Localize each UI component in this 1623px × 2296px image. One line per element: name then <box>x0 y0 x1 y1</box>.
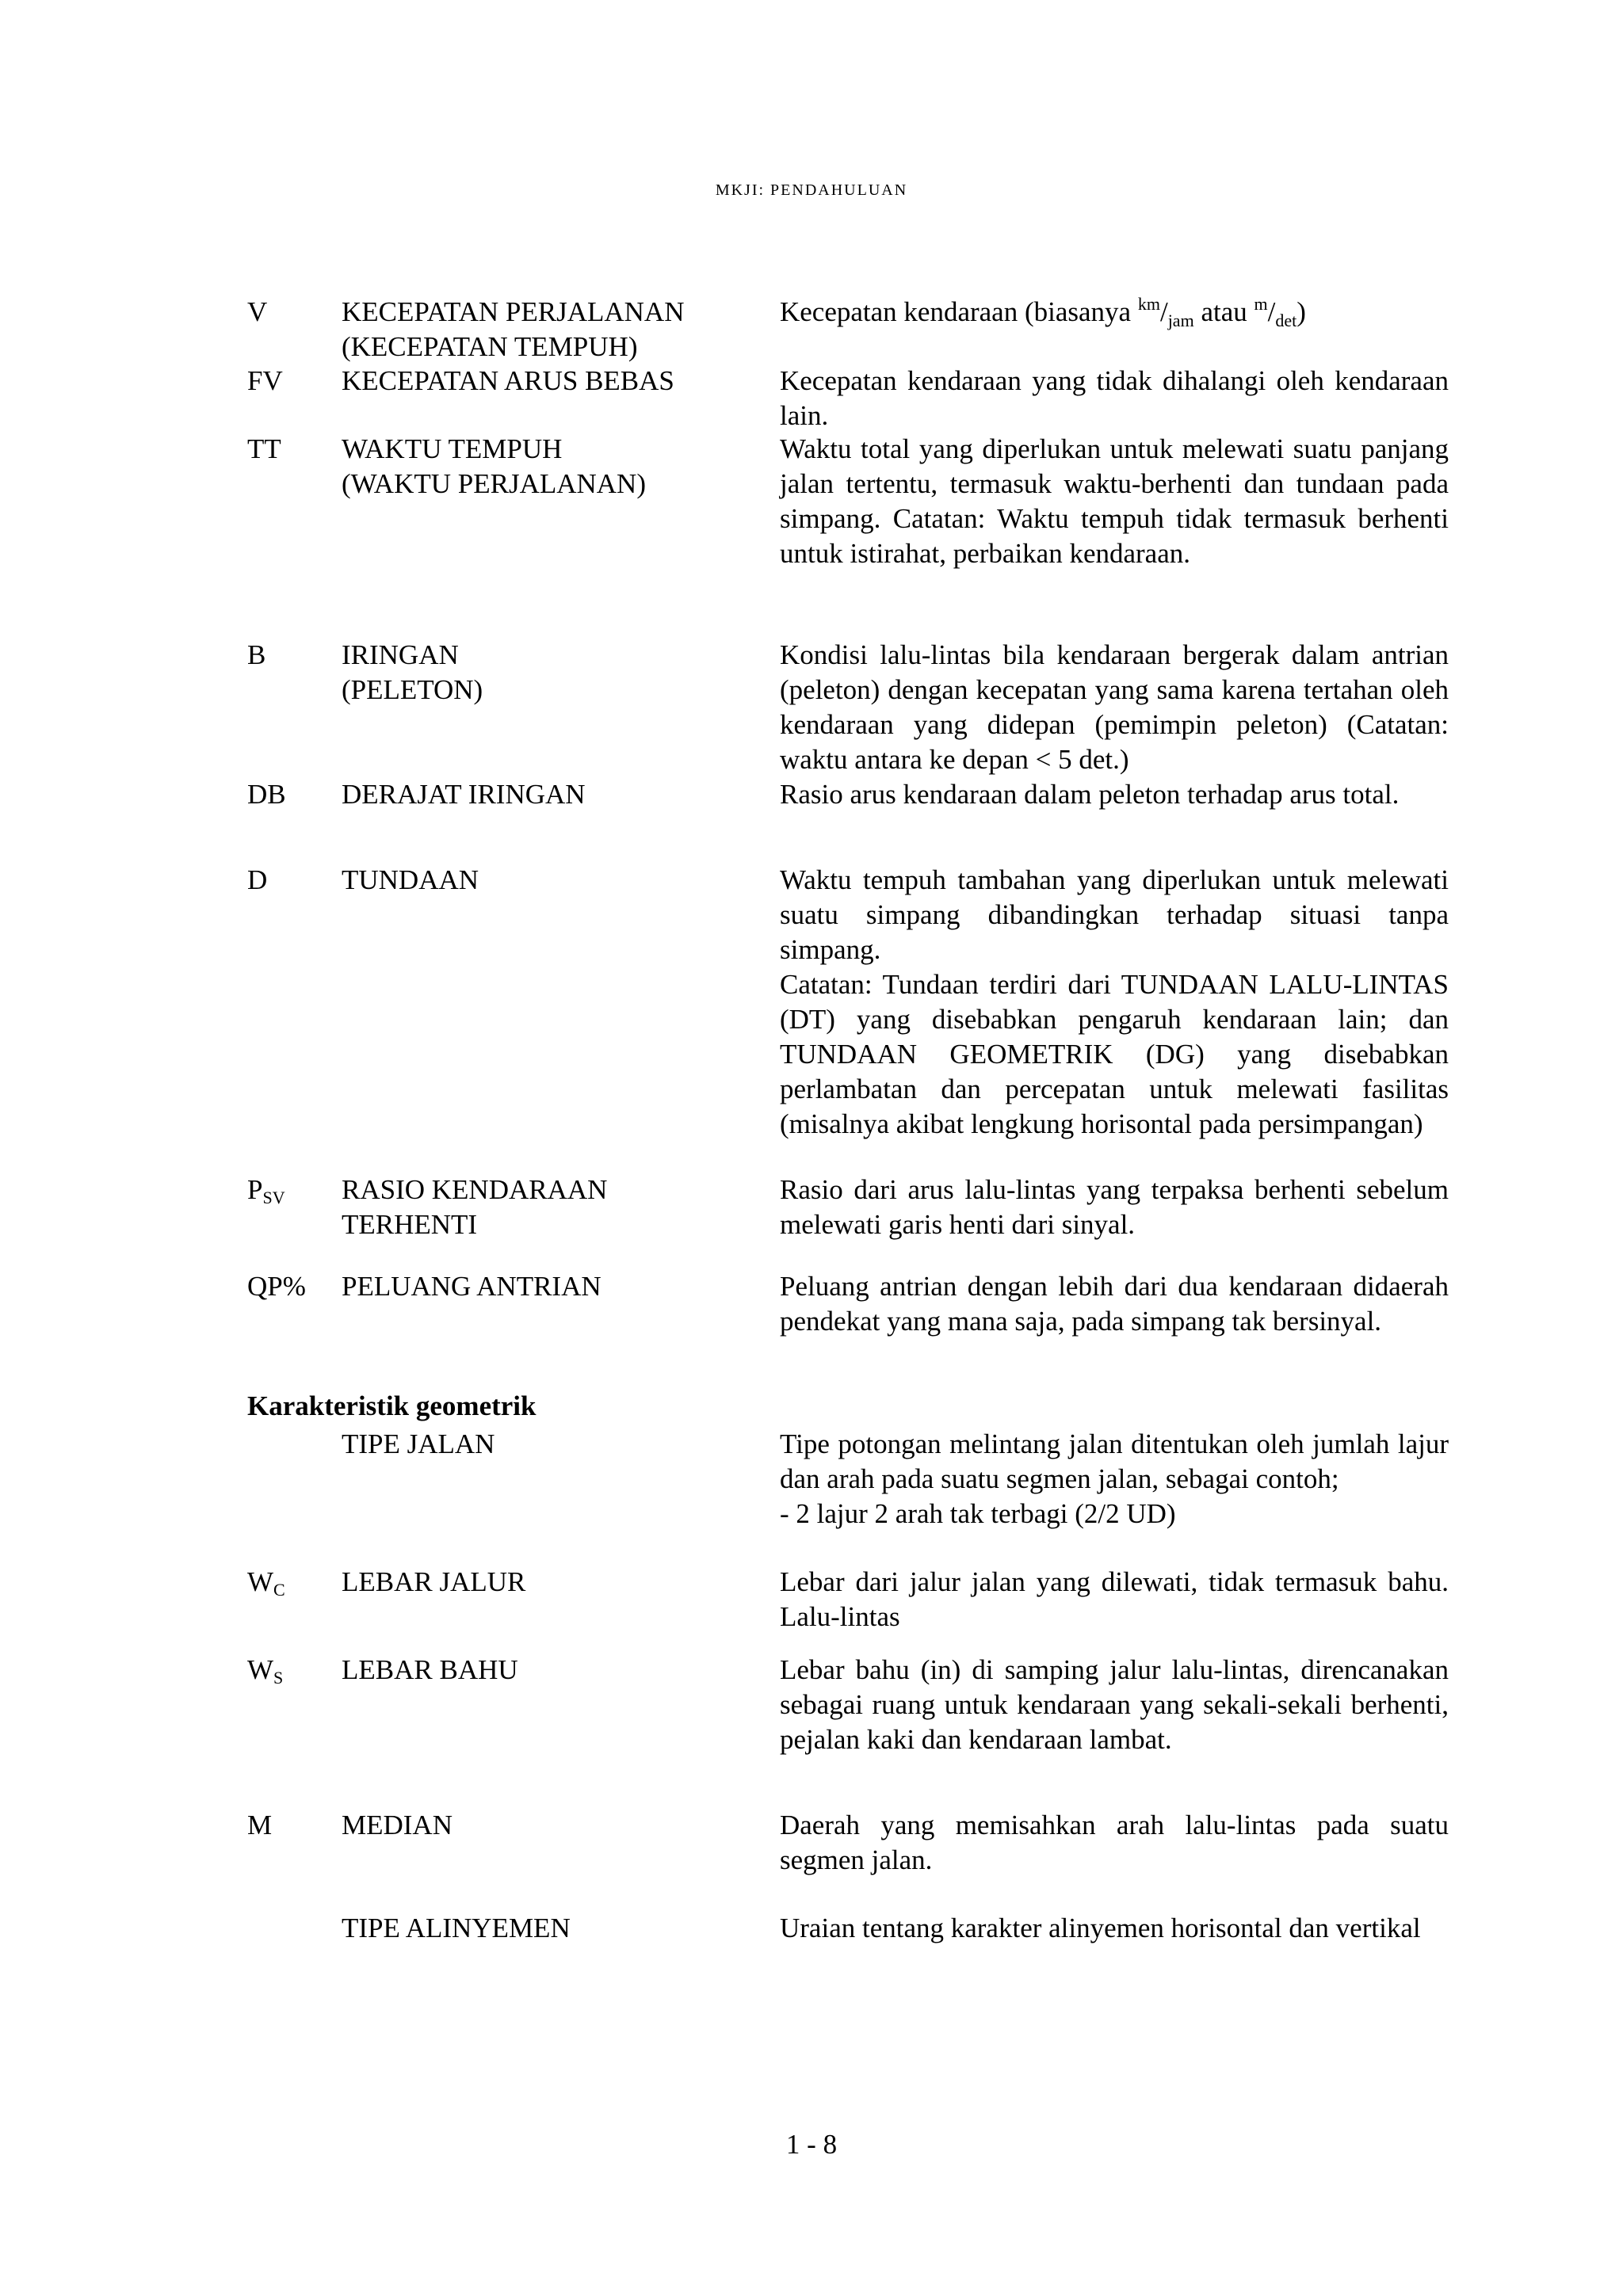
definition-text: Lebar dari jalur jalan yang dilewati, tidak termasuk bahu. Lalu-lintas <box>780 1566 1449 1632</box>
term-line: WAKTU TEMPUH <box>342 433 563 464</box>
entry-term <box>342 432 646 502</box>
term-line: LEBAR BAHU <box>342 1654 518 1685</box>
entry-definition <box>780 1808 1449 1878</box>
entry-symbol: DB <box>247 779 286 810</box>
unit-subscript: jam <box>1167 311 1194 330</box>
entry-term <box>342 1269 601 1304</box>
entry-symbol: QP% <box>247 1271 306 1302</box>
entry-term <box>342 1653 518 1688</box>
definition-fragment: atau <box>1193 296 1254 327</box>
term-line: IRINGAN <box>342 639 459 670</box>
definition-fragment: ) <box>1296 296 1306 327</box>
term-line: DERAJAT IRINGAN <box>342 779 586 810</box>
entry-definition <box>780 777 1449 812</box>
symbol-base: W <box>247 1566 274 1597</box>
definition-text: Rasio dari arus lalu-lintas yang terpaksa berhenti sebelum melewati garis henti dari sinyal. <box>780 1174 1449 1240</box>
entry-term <box>342 638 483 707</box>
unit-slash: / <box>1267 296 1276 327</box>
entry-term <box>342 1565 525 1600</box>
entry-symbol <box>247 1653 283 1688</box>
definition-text: Lebar bahu (in) di samping jalur lalu-lintas, direncanakan sebagai ruang untuk kendaraan yang sekali-sekali berhenti, pejalan kaki dan kendaraan lambat. <box>780 1654 1449 1755</box>
definition-text: Peluang antrian dengan lebih dari dua kendaraan didaerah pendekat yang mana saja, pada simpang tak bersinyal. <box>780 1271 1449 1337</box>
entry-term <box>342 1427 495 1462</box>
term-line: KECEPATAN PERJALANAN <box>342 296 685 327</box>
unit-superscript: m <box>1254 294 1268 314</box>
entry-definition <box>780 1653 1449 1757</box>
definition-text: Kecepatan kendaraan yang tidak dihalangi oleh kendaraan lain. <box>780 365 1449 431</box>
entry-symbol: D <box>247 864 268 895</box>
entry-symbol: M <box>247 1810 273 1840</box>
symbol-base: W <box>247 1654 274 1685</box>
term-line: RASIO KENDARAAN <box>342 1174 608 1205</box>
definition-text: Uraian tentang karakter alinyemen horisontal dan vertikal <box>780 1913 1421 1943</box>
definition-text <box>780 295 1449 330</box>
entry-definition <box>780 1269 1449 1339</box>
entry-definition <box>780 432 1449 571</box>
term-line: (PELETON) <box>342 674 483 705</box>
term-line: TIPE ALINYEMEN <box>342 1913 571 1943</box>
definition-text: Waktu total yang diperlukan untuk melewati suatu panjang jalan tertentu, termasuk waktu-berhenti dan tundaan pada simpang. Catatan: Waktu tempuh tidak termasuk berhenti untuk istirahat, perbaikan kendaraan. <box>780 433 1449 569</box>
section-heading: Karakteristik geometrik <box>247 1390 537 1421</box>
entry-definition <box>780 1911 1449 1946</box>
symbol-subscript: C <box>273 1580 285 1600</box>
unit-superscript: km <box>1137 294 1160 314</box>
entry-definition <box>780 364 1449 433</box>
definition-note: - 2 lajur 2 arah tak terbagi (2/2 UD) <box>780 1498 1176 1529</box>
entry-term <box>342 1173 607 1242</box>
entry-definition <box>780 638 1449 777</box>
entry-term <box>342 295 684 364</box>
entry-symbol <box>247 1565 285 1600</box>
running-header: MKJI: PENDAHULUAN <box>715 181 908 199</box>
term-line: PELUANG ANTRIAN <box>342 1271 601 1302</box>
entry-symbol: FV <box>247 365 283 396</box>
entry-definition <box>780 1427 1449 1531</box>
term-line: LEBAR JALUR <box>342 1566 526 1597</box>
unit-subscript: det <box>1275 311 1297 330</box>
term-line: (WAKTU PERJALANAN) <box>342 468 646 499</box>
definition-fragment: Kecepatan kendaraan (biasanya <box>780 296 1138 327</box>
entry-symbol: TT <box>247 433 281 464</box>
definition-text: Kondisi lalu-lintas bila kendaraan bergerak dalam antrian (peleton) dengan kecepatan yang sama karena tertahan oleh kendaraan yang didepan (pemimpin peleton) (Catatan: waktu antara ke depan < 5 det.) <box>780 639 1449 775</box>
entry-symbol: V <box>247 296 268 327</box>
symbol-base: P <box>247 1174 263 1205</box>
entry-term <box>342 777 586 812</box>
symbol-subscript: S <box>273 1668 284 1688</box>
entry-symbol: B <box>247 639 266 670</box>
term-line: (KECEPATAN TEMPUH) <box>342 331 638 362</box>
definition-text: Daerah yang memisahkan arah lalu-lintas pada suatu segmen jalan. <box>780 1810 1449 1875</box>
definition-text: Tipe potongan melintang jalan ditentukan oleh jumlah lajur dan arah pada suatu segmen jalan, sebagai contoh; <box>780 1428 1449 1494</box>
entry-symbol <box>247 1173 285 1207</box>
entry-definition <box>780 295 1449 330</box>
term-line: TUNDAAN <box>342 864 479 895</box>
entry-term <box>342 1808 453 1843</box>
entry-term <box>342 863 479 898</box>
term-line: TIPE JALAN <box>342 1428 495 1459</box>
entry-definition <box>780 1565 1449 1634</box>
entry-term <box>342 364 674 399</box>
unit-slash: / <box>1159 296 1168 327</box>
entry-definition <box>780 1173 1449 1242</box>
term-line: MEDIAN <box>342 1810 453 1840</box>
symbol-subscript: SV <box>262 1188 285 1207</box>
definition-text: Rasio arus kendaraan dalam peleton terhadap arus total. <box>780 779 1400 810</box>
page-number: 1 - 8 <box>785 2129 838 2160</box>
definition-text: Waktu tempuh tambahan yang diperlukan untuk melewati suatu simpang dibandingkan terhadap situasi tanpa simpang. <box>780 864 1449 965</box>
entry-term <box>342 1911 571 1946</box>
term-line: KECEPATAN ARUS BEBAS <box>342 365 674 396</box>
term-line: TERHENTI <box>342 1209 478 1240</box>
definition-note: Catatan: Tundaan terdiri dari TUNDAAN LALU-LINTAS (DT) yang disebabkan pengaruh kendaraan lain; dan TUNDAAN GEOMETRIK (DG) yang disebabkan perlambatan dan percepatan untuk melewati fasilitas (misalnya akibat lengkung horisontal pada persimpangan) <box>780 969 1449 1139</box>
entry-definition <box>780 863 1449 1142</box>
